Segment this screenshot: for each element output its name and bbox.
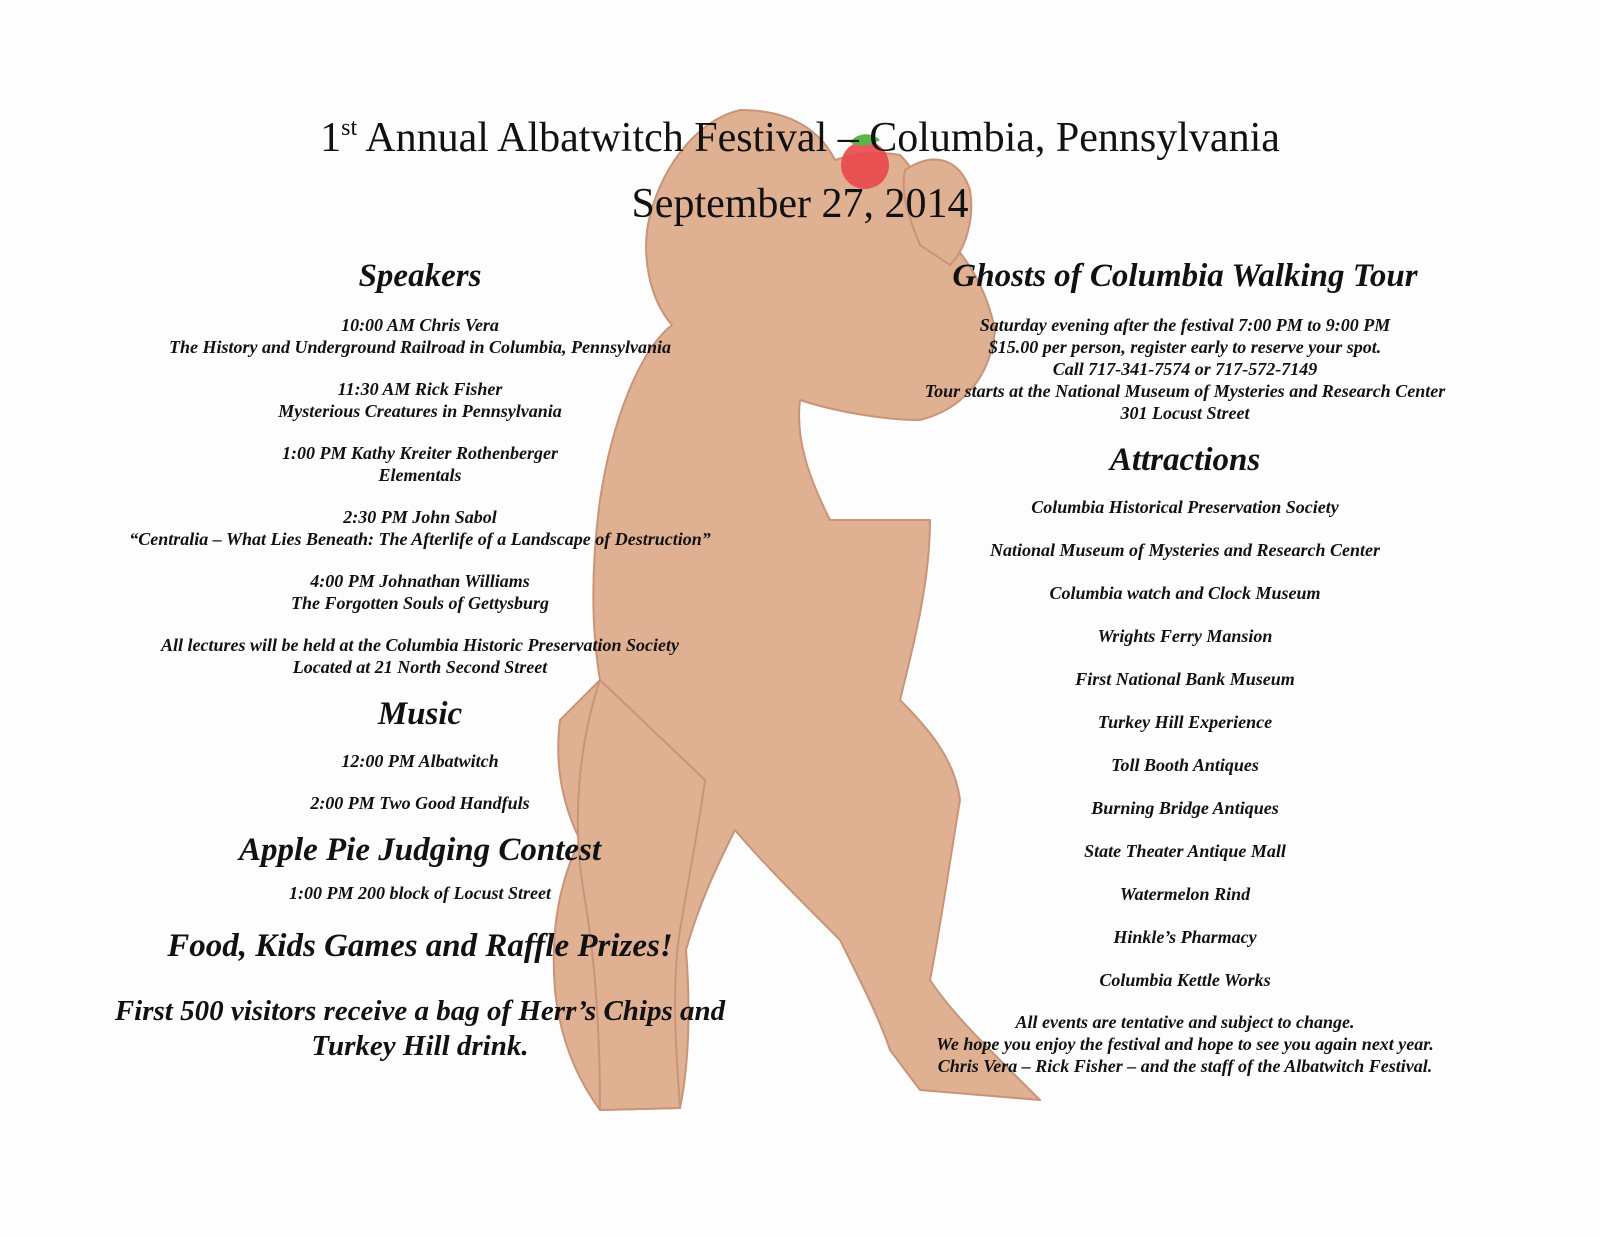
- attraction-item: Hinkle’s Pharmacy: [1113, 927, 1257, 947]
- speaker-item: [95, 506, 745, 550]
- walking-tour-line: Tour starts at the National Museum of Mysteries and Research Center: [924, 381, 1446, 401]
- speaker-item: [95, 442, 745, 486]
- walking-tour-details: [870, 314, 1500, 424]
- attraction-item: First National Bank Museum: [1075, 669, 1295, 689]
- attraction-item: Watermelon Rind: [1119, 884, 1251, 904]
- attraction-item: Toll Booth Antiques: [1111, 755, 1259, 775]
- attraction-item: National Museum of Mysteries and Research Center: [989, 540, 1381, 560]
- walking-tour-line: Saturday evening after the festival 7:00 PM to 9:00 PM: [979, 315, 1391, 335]
- lecture-note-line: Located at 21 North Second Street: [292, 657, 548, 677]
- speaker-time-name: 2:30 PM John Sabol: [343, 507, 497, 527]
- speaker-time-name: 11:30 AM Rick Fisher: [337, 379, 503, 399]
- speaker-time-name: 1:00 PM Kathy Kreiter Rothenberger: [281, 443, 558, 463]
- attraction-item: Turkey Hill Experience: [1097, 712, 1273, 732]
- lecture-location-note: [95, 634, 745, 678]
- visitors-note: [95, 994, 745, 1064]
- speaker-item: [95, 570, 745, 614]
- attractions-list: [870, 496, 1500, 991]
- speaker-topic: Elementals: [378, 465, 462, 485]
- closing-line: We hope you enjoy the festival and hope to see you again next year.: [936, 1034, 1434, 1054]
- speaker-item: [95, 378, 745, 422]
- music-heading: Music: [377, 696, 463, 732]
- title-ordinal: 1: [320, 115, 342, 161]
- closing-note: [870, 1011, 1500, 1077]
- visitors-note-line: First 500 visitors receive a bag of Herr’s Chips and: [114, 995, 726, 1027]
- attractions-heading: Attractions: [1109, 442, 1261, 478]
- walking-tour-heading: Ghosts of Columbia Walking Tour: [952, 258, 1418, 294]
- right-column: [870, 254, 1500, 1077]
- attraction-item: Columbia Historical Preservation Society: [1031, 497, 1339, 517]
- attraction-item: Columbia Kettle Works: [1099, 970, 1271, 990]
- title-text: Annual Albatwitch Festival – Columbia, Pennsylvania: [357, 115, 1280, 161]
- closing-line: Chris Vera – Rick Fisher – and the staff of the Albatwitch Festival.: [937, 1056, 1433, 1076]
- speaker-topic: “Centralia – What Lies Beneath: The Afterlife of a Landscape of Destruction”: [129, 529, 711, 549]
- attraction-item: Burning Bridge Antiques: [1091, 798, 1279, 818]
- flyer-title: [0, 105, 1600, 237]
- title-line: [0, 105, 1600, 171]
- speaker-topic: Mysterious Creatures in Pennsylvania: [278, 401, 562, 421]
- speakers-heading: Speakers: [358, 258, 482, 294]
- speaker-item: [95, 314, 745, 358]
- speaker-time-name: 10:00 AM Chris Vera: [341, 315, 499, 335]
- attraction-item: Wrights Ferry Mansion: [1097, 626, 1273, 646]
- walking-tour-line: 301 Locust Street: [1120, 403, 1250, 423]
- music-item: 12:00 PM Albatwitch: [341, 751, 499, 771]
- attraction-item: State Theater Antique Mall: [1084, 841, 1286, 861]
- walking-tour-line: Call 717-341-7574 or 717-572-7149: [1052, 359, 1318, 379]
- closing-line: All events are tentative and subject to change.: [1015, 1012, 1355, 1032]
- speaker-topic: The Forgotten Souls of Gettysburg: [290, 593, 550, 613]
- apple-pie-detail: 1:00 PM 200 block of Locust Street: [289, 883, 551, 903]
- event-date: September 27, 2014: [631, 181, 969, 227]
- attraction-item: Columbia watch and Clock Museum: [1049, 583, 1321, 603]
- left-column: [95, 254, 745, 1064]
- music-item: 2:00 PM Two Good Handfuls: [310, 793, 530, 813]
- lecture-note-line: All lectures will be held at the Columbia Historic Preservation Society: [161, 635, 679, 655]
- speaker-time-name: 4:00 PM Johnathan Williams: [310, 571, 530, 591]
- speaker-topic: The History and Underground Railroad in Columbia, Pennsylvania: [168, 337, 672, 357]
- apple-pie-heading: Apple Pie Judging Contest: [238, 832, 602, 868]
- food-heading: Food, Kids Games and Raffle Prizes!: [167, 928, 673, 964]
- title-ordinal-suffix: st: [341, 115, 358, 141]
- walking-tour-line: $15.00 per person, register early to reserve your spot.: [988, 337, 1382, 357]
- visitors-note-line: Turkey Hill drink.: [311, 1030, 529, 1062]
